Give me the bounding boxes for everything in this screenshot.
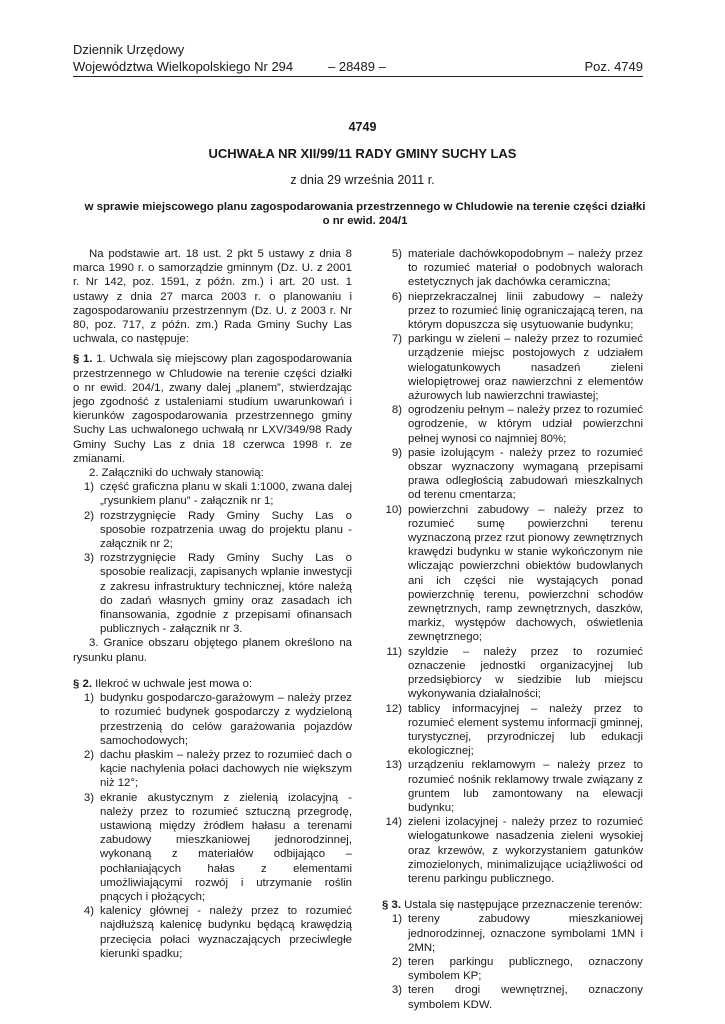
position-number: Poz. 4749 xyxy=(584,59,643,74)
section-3-list xyxy=(382,912,643,1011)
list-item: 8) ogrodzeniu pełnym – należy przez to rozumieć ogrodzenie, w którym udział powierzchni pełnej wynosi co najmniej 80%; xyxy=(391,404,643,445)
section-2 xyxy=(73,677,352,691)
list-item: 3) rozstrzygnięcie Rady Gminy Suchy Las o sposobie realizacji, zapisanych wplanie inwestycji z zakresu infrastruktury technicznej, które należą do zadań własnych gminy oraz zasadach ich finansowania, zgodnie z przepisami ofinansach publicznych - załącznik nr 3. xyxy=(83,552,352,636)
section-1 xyxy=(73,352,352,466)
intro-paragraph: Na podstawie art. 18 ust. 2 pkt 5 ustawy z dnia 8 marca 1990 r. o samorządzie gminnym (Dz. U. z 2001 r. Nr 142, poz. 1591, z późn. zm.) i art. 20 ust. 1 ustawy z dnia 27 marca 2003 r. o planowaniu i zagospodarowaniu przestrzennym (Dz. U. z 2003 r. Nr 80, poz. 717, z późn. zm.) Rada Gminy Suchy Las uchwala, co następuje: xyxy=(73,248,352,346)
list-item: 3) teren drogi wewnętrznej, oznaczony symbolem KDW. xyxy=(391,984,643,1011)
section-3 xyxy=(382,898,643,912)
page-header xyxy=(73,41,643,75)
journal-issue: Województwa Wielkopolskiego Nr 294 xyxy=(73,59,294,74)
journal-name: Dziennik Urzędowy xyxy=(73,42,185,57)
section-1-para-1: 1. Uchwala się miejscowy plan zagospodarowania przestrzennego w Chludowie na terenie części działki o nr ewid. 204/1, zwany dalej „planem”, stwierdzając jego zgodność z ustaleniami studium uwarunkowań i kierunków zagospodarowania przestrzennego gminy Suchy Las uchwalonego uchwałą nr LXV/349/98 Rady Gminy Suchy Las z dnia 18 czerwca 1998 r. ze zmianami. xyxy=(73,353,353,465)
section-1-para-3: 3. Granice obszaru objętego planem określono na rysunku planu. xyxy=(73,637,352,664)
list-item: 10) powierzchni zabudowy – należy przez to rozumieć sumę powierzchni terenu wyznaczoną przez rzut pionowy zewnętrznych krawędzi budynku w stanie wykończonym nie wliczając powierzchni obiektów budowlanych ani ich części nie wystających ponad powierzchnię terenu, powierzchni schodów zewnętrznych, ramp zewnętrznych, daszków, markiz, występów dachowych, oświetlenia zewnętrznego; xyxy=(385,503,643,644)
list-item: 13) urządzeniu reklamowym – należy przez to rozumieć nośnik reklamowy trwale związany z gruntem lub zamontowany na elewacji budynku; xyxy=(385,759,643,814)
document-number: 4749 xyxy=(348,120,377,134)
section-1-label: § 1. xyxy=(73,353,93,366)
section-2-list-left xyxy=(73,691,352,961)
document-subject: w sprawie miejscowego planu zagospodarowania przestrzennego w Chludowie na terenie części działki o nr ewid. 204/1 xyxy=(84,201,646,227)
section-1-para-2: 2. Załączniki do uchwały stanowią: xyxy=(89,467,264,480)
list-item: 1) tereny zabudowy mieszkaniowej jednorodzinnej, oznaczone symbolami 1MN i 2MN; xyxy=(391,913,643,954)
document-date: z dnia 29 września 2011 r. xyxy=(290,173,435,187)
page-number: – 28489 – xyxy=(328,59,386,74)
section-2-label: § 2. xyxy=(73,677,92,690)
list-item: 14) zieleni izolacyjnej - należy przez to rozumieć wielogatunkowe nasadzenia zieleni wysokiej oraz krzewów, z wykorzystaniem gatunków zimozielonych, minimalizujące uciążliwości od terenu parkingu publicznego. xyxy=(385,816,643,885)
section-2-intro: Ilekroć w uchwale jest mowa o: xyxy=(95,677,253,690)
header-divider xyxy=(73,76,643,77)
left-column xyxy=(73,247,352,961)
list-item: 12) tablicy informacyjnej – należy przez to rozumieć element systemu informacji gminnej, turystycznej, przyrodniczej lub edukacji ekologicznej; xyxy=(385,702,643,758)
right-column xyxy=(382,247,643,1012)
section-1-list xyxy=(73,480,352,636)
list-item: 1) budynku gospodarczo-garażowym – należy przez to rozumieć budynek gospodarczy z wydzieloną przestrzenią do celów garażowania pojazdów samochodowych; xyxy=(83,692,352,747)
list-item: 2) teren parkingu publicznego, oznaczony symbolem KP; xyxy=(391,955,643,983)
section-3-intro: Ustala się następujące przeznaczenie terenów: xyxy=(404,899,643,912)
list-item: 2) dachu płaskim – należy przez to rozumieć dach o kącie nachylenia połaci dachowych nie większym niż 12°; xyxy=(83,748,352,790)
list-item: 1) część graficzna planu w skali 1:1000, zwana dalej „rysunkiem planu” - załącznik nr 1; xyxy=(83,481,352,508)
section-3-label: § 3. xyxy=(382,899,401,912)
section-2-list-right xyxy=(382,247,643,886)
document-title: UCHWAŁA NR XII/99/11 RADY GMINY SUCHY LAS xyxy=(208,146,517,161)
list-item: 3) ekranie akustycznym z zielenią izolacyjną - należy przez to rozumieć sztuczną przegrodę, ustawioną między źródłem hałasu a terenami zabudowy mieszkaniowej jednorodzinnej, wykonaną z materiałów odbijająco – pochłaniających hałas z elementami umożliwiającymi rozwój i utrzymanie roślin pnących i płożących; xyxy=(83,791,352,903)
list-item: 9) pasie izolującym - należy przez to rozumieć obszar wyznaczony wymaganą przepisami prawa odległością zabudowań mieszkalnych od terenu cmentarza; xyxy=(391,446,643,502)
list-item: 5) materiale dachówkopodobnym – należy przez to rozumieć materiał o podobnych walorach estetycznych jak dachówka ceramiczna; xyxy=(391,248,643,289)
list-item: 6) nieprzekraczalnej linii zabudowy – należy przez to rozumieć linię ograniczającą teren, na którym dopuszcza się usytuowanie budynku; xyxy=(391,290,643,332)
list-item: 4) kalenicy głównej - należy przez to rozumieć najdłuższą kalenicę budynku będącą krawędzią przecięcia połaci wyznaczających przeciwległe kierunki spadku; xyxy=(83,905,352,960)
list-item: 2) rozstrzygnięcie Rady Gminy Suchy Las o sposobie rozpatrzenia uwag do projektu planu - załącznik nr 2; xyxy=(83,509,352,551)
list-item: 7) parkingu w zieleni – należy przez to rozumieć urządzenie miejsc postojowych z udziałem wielogatunkowych nasadzeń zieleni wielopiętrowej oraz nawierzchni z elementów ażurowych lub nawierzchni trawiastej; xyxy=(391,333,643,403)
list-item: 11) szyldzie – należy przez to rozumieć oznaczenie jednostki organizacyjnej lub przedsiębiorcy w siedzibie lub miejscu wykonywania działalności; xyxy=(386,645,643,701)
